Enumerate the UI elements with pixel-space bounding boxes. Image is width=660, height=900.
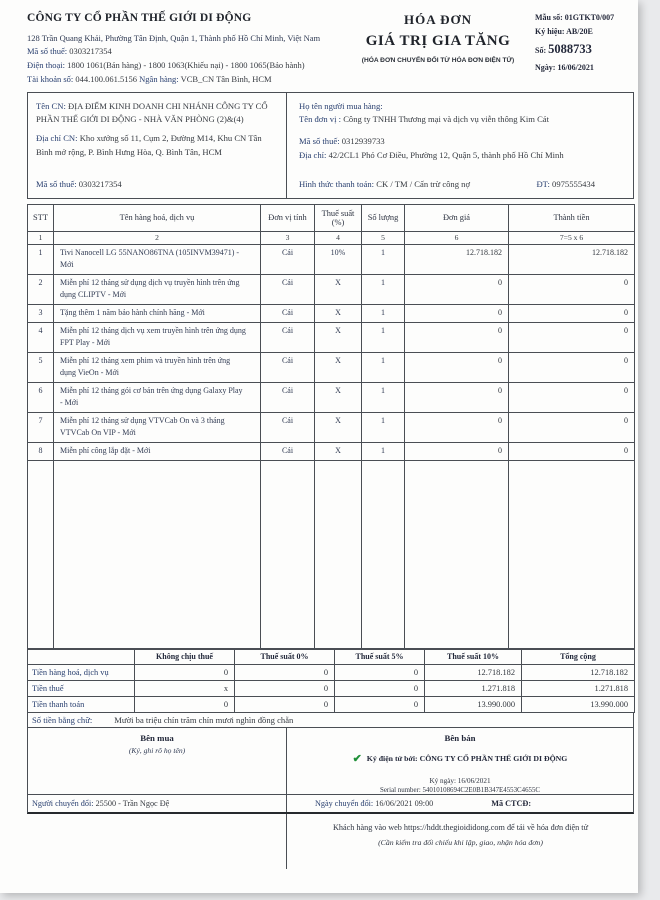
summary-row-tax bbox=[28, 680, 635, 696]
seller-tax-code: 0303217354 bbox=[69, 46, 112, 57]
summary-header-blank bbox=[28, 649, 135, 664]
item-amount: 0 bbox=[509, 322, 635, 352]
meta-form-line bbox=[535, 11, 634, 25]
seller-company-name: CÔNG TY CỔ PHẦN THẾ GIỚI DI ĐỘNG bbox=[27, 12, 252, 24]
seller-account-line bbox=[27, 73, 349, 87]
item-unit: Cái bbox=[261, 322, 315, 352]
item-name: Miễn phí 12 tháng sử dụng VTVCab On và 3 tháng VTVCab On VIP - Mới bbox=[54, 412, 261, 442]
branch-tax-code: 0303217354 bbox=[78, 179, 122, 190]
seller-bank-label: Ngân hàng: bbox=[139, 73, 179, 84]
item-qty: 1 bbox=[362, 304, 405, 322]
seller-block bbox=[27, 9, 349, 87]
col-header-qty: Số lượng bbox=[362, 204, 405, 231]
buyer-sign-title: Bên mua bbox=[140, 732, 174, 743]
seller-signature-area bbox=[287, 728, 633, 795]
esign-line bbox=[315, 751, 605, 769]
item-tax: X bbox=[315, 412, 362, 442]
meta-symbol-line bbox=[535, 25, 634, 39]
item-price: 12.718.182 bbox=[405, 244, 509, 274]
col-header-price: Đơn giá bbox=[405, 204, 509, 231]
item-price: 0 bbox=[405, 412, 509, 442]
buyer-person-label: Họ tên người mua hàng: bbox=[299, 100, 383, 111]
item-price: 0 bbox=[405, 304, 509, 322]
buyer-address: 42/2CL1 Phó Cơ Điều, Phường 12, Quận 5, thành phố Hồ Chí Minh bbox=[328, 149, 564, 160]
summary-label: Tiền thanh toán bbox=[28, 696, 135, 712]
branch-name-label: Tên CN: bbox=[36, 100, 66, 111]
buyer-phone-label: ĐT: bbox=[536, 179, 550, 190]
item-row bbox=[28, 352, 635, 382]
payment-method bbox=[299, 178, 470, 191]
item-name: Miễn phí công lắp đặt - Mới bbox=[54, 442, 261, 460]
summary-notax: x bbox=[135, 680, 235, 696]
items-empty-space bbox=[28, 460, 635, 648]
item-row bbox=[28, 304, 635, 322]
item-unit: Cái bbox=[261, 304, 315, 322]
item-name: Miễn phí 12 tháng sử dụng dịch vụ truyền hình trên ứng dụng CLIPTV - Mới bbox=[54, 274, 261, 304]
check-icon: ✔ bbox=[352, 752, 362, 765]
item-amount: 0 bbox=[509, 304, 635, 322]
form-value: 01GTKT0/007 bbox=[564, 13, 615, 22]
buyer-tax-line bbox=[299, 135, 623, 148]
colnum-7: 7=5 x 6 bbox=[509, 231, 635, 244]
summary-10pct: 1.271.818 bbox=[425, 680, 522, 696]
col-header-amount: Thành tiền bbox=[509, 204, 635, 231]
item-stt: 3 bbox=[28, 304, 54, 322]
summary-row-goods bbox=[28, 664, 635, 680]
branch-address: Kho xưởng số 11, Cụm 2, Đường M14, Khu CN Tân Bình mở rộng, P. Bình Hưng Hòa, Q. Bình Tân, HCM bbox=[36, 133, 262, 157]
item-qty: 1 bbox=[362, 244, 405, 274]
invoice-title: HÓA ĐƠN bbox=[403, 12, 473, 27]
summary-header-row bbox=[28, 649, 635, 664]
item-qty: 1 bbox=[362, 382, 405, 412]
buyer-spacer bbox=[299, 162, 623, 178]
item-tax: X bbox=[315, 304, 362, 322]
footer-web-note: Khách hàng vào web https://hddt.thegioididong.com để tải về hóa đơn điện tử bbox=[332, 823, 589, 833]
branch-info bbox=[28, 93, 287, 198]
item-row bbox=[28, 244, 635, 274]
buyer-company: Công ty TNHH Thương mại và dịch vụ viễn thông Kim Cát bbox=[343, 114, 549, 124]
seller-account-label: Tài khoản số: bbox=[27, 73, 74, 84]
item-tax: X bbox=[315, 322, 362, 352]
summary-10pct: 13.990.000 bbox=[425, 696, 522, 712]
amount-words-value: Mười ba triệu chín trăm chín mươi nghìn đồng chẵn bbox=[114, 714, 294, 725]
buyer-company-line bbox=[299, 113, 623, 126]
buyer-tax-label: Mã số thuế: bbox=[299, 136, 340, 147]
col-header-unit: Đơn vị tính bbox=[261, 204, 315, 231]
date-value: 16/06/2021 bbox=[557, 62, 594, 72]
summary-label: Tiền hàng hoá, dịch vụ bbox=[28, 664, 135, 680]
item-name: Miễn phí 12 tháng xem phim và truyền hình trên ứng dụng VieOn - Mới bbox=[54, 352, 261, 382]
item-price: 0 bbox=[405, 274, 509, 304]
branch-address-line bbox=[36, 132, 276, 159]
item-amount: 0 bbox=[509, 352, 635, 382]
summary-0pct: 0 bbox=[235, 696, 335, 712]
buyer-phone-wrap bbox=[536, 178, 595, 191]
item-unit: Cái bbox=[261, 382, 315, 412]
item-amount: 0 bbox=[509, 412, 635, 442]
meta-number-line bbox=[535, 39, 634, 61]
buyer-person-line bbox=[299, 100, 623, 113]
summary-total: 13.990.000 bbox=[522, 696, 635, 712]
item-price: 0 bbox=[405, 352, 509, 382]
sign-date-label: Ký ngày: bbox=[429, 777, 456, 786]
esign-label: Ký điện tử bởi: bbox=[366, 753, 418, 763]
summary-label: Tiền thuế bbox=[28, 680, 135, 696]
branch-tax-line bbox=[36, 178, 276, 191]
payment-line bbox=[299, 178, 623, 191]
convert-date-wrap bbox=[287, 799, 433, 808]
item-amount: 0 bbox=[509, 442, 635, 460]
item-stt: 8 bbox=[28, 442, 54, 460]
seller-tax-label: Mã số thuế: bbox=[27, 46, 68, 57]
esign-company: CÔNG TY CỔ PHẦN THẾ GIỚI DI ĐỘNG bbox=[419, 753, 568, 763]
invoice-meta-block bbox=[527, 9, 634, 87]
items-table bbox=[27, 204, 635, 649]
party-info-box bbox=[27, 92, 634, 199]
branch-name-line bbox=[36, 100, 276, 127]
colnum-6: 6 bbox=[405, 231, 509, 244]
convert-date-value: 16/06/2021 09:00 bbox=[375, 799, 434, 809]
item-tax: 10% bbox=[315, 244, 362, 274]
buyer-info bbox=[287, 93, 633, 198]
item-row bbox=[28, 412, 635, 442]
item-name: Tivi Nanocell LG 55NANO86TNA (105INVM39471) - Mới bbox=[54, 244, 261, 274]
seller-bank: VCB_CN Tân Bình, HCM bbox=[180, 73, 272, 84]
col-header-tax: Thuế suất (%) bbox=[315, 204, 362, 231]
summary-5pct: 0 bbox=[335, 664, 425, 680]
serial-line bbox=[287, 787, 633, 794]
buyer-address-label: Địa chỉ: bbox=[299, 149, 327, 160]
item-unit: Cái bbox=[261, 274, 315, 304]
item-name: Miễn phí 12 tháng gói cơ bản trên ứng dụng Galaxy Play - Mới bbox=[54, 382, 261, 412]
seller-address: 128 Trần Quang Khải, Phường Tân Định, Quận 1, Thành phố Hồ Chí Minh, Việt Nam bbox=[27, 32, 321, 43]
buyer-address-line bbox=[299, 149, 623, 162]
item-amount: 0 bbox=[509, 274, 635, 304]
buyer-tax-code: 0312939733 bbox=[341, 136, 385, 147]
symbol-label: Ký hiệu: bbox=[535, 27, 565, 36]
items-header-row bbox=[28, 204, 635, 231]
summary-header-total: Tổng cộng bbox=[522, 649, 635, 664]
item-stt: 1 bbox=[28, 244, 54, 274]
meta-date-line bbox=[535, 61, 634, 75]
summary-10pct: 12.718.182 bbox=[425, 664, 522, 680]
col-header-name: Tên hàng hoá, dịch vụ bbox=[54, 204, 261, 231]
item-qty: 1 bbox=[362, 412, 405, 442]
buyer-phone: 0975555434 bbox=[552, 179, 595, 190]
summary-0pct: 0 bbox=[235, 680, 335, 696]
date-label: Ngày: bbox=[535, 62, 556, 72]
payment-label: Hình thức thanh toán: bbox=[299, 179, 375, 190]
item-price: 0 bbox=[405, 442, 509, 460]
sign-date-value: 16/06/2021 bbox=[457, 777, 491, 786]
item-row bbox=[28, 442, 635, 460]
col-header-stt: STT bbox=[28, 204, 54, 231]
buyer-sign-note: (Ký, ghi rõ họ tên) bbox=[128, 745, 186, 755]
colnum-5: 5 bbox=[362, 231, 405, 244]
summary-header-5pct: Thuế suất 5% bbox=[335, 649, 425, 664]
seller-phone-label: Điện thoại: bbox=[27, 60, 66, 71]
item-tax: X bbox=[315, 442, 362, 460]
ctcd-label: Mã CTCĐ: bbox=[491, 799, 532, 809]
item-unit: Cái bbox=[261, 442, 315, 460]
colnum-3: 3 bbox=[261, 231, 315, 244]
buyer-signature-area bbox=[28, 728, 287, 795]
form-label: Mẫu số: bbox=[535, 13, 563, 22]
summary-total: 12.718.182 bbox=[522, 664, 635, 680]
item-amount: 12.718.182 bbox=[509, 244, 635, 274]
payment-value: CK / TM / Cấn trừ công nợ bbox=[376, 179, 471, 190]
item-name: Tặng thêm 1 năm bảo hành chính hãng - Mới bbox=[54, 304, 261, 322]
seller-tax-line bbox=[27, 45, 349, 59]
summary-5pct: 0 bbox=[335, 680, 425, 696]
branch-name: ĐỊA ĐIỂM KINH DOANH CHI NHÁNH CÔNG TY CỔ PHẦN THẾ GIỚI DI ĐỘNG - NHÀ VĂN PHÒNG (2)&(4) bbox=[36, 100, 268, 124]
summary-notax: 0 bbox=[135, 696, 235, 712]
item-row bbox=[28, 382, 635, 412]
invoice-subtitle: GIÁ TRỊ GIA TĂNG bbox=[365, 33, 511, 49]
invoice-title-block bbox=[349, 9, 527, 87]
summary-0pct: 0 bbox=[235, 664, 335, 680]
item-qty: 1 bbox=[362, 274, 405, 304]
seller-sign-title: Bên bán bbox=[444, 732, 476, 743]
converter-cell bbox=[28, 794, 287, 812]
amount-in-words-row bbox=[27, 713, 634, 728]
number-label: Số: bbox=[535, 46, 547, 55]
colnum-4: 4 bbox=[315, 231, 362, 244]
tax-summary-table bbox=[27, 649, 635, 713]
item-qty: 1 bbox=[362, 322, 405, 352]
item-row bbox=[28, 322, 635, 352]
symbol-value: AB/20E bbox=[566, 27, 593, 36]
summary-5pct: 0 bbox=[335, 696, 425, 712]
sign-date-line bbox=[287, 777, 633, 785]
item-stt: 5 bbox=[28, 352, 54, 382]
colnum-1: 1 bbox=[28, 231, 54, 244]
colnum-2: 2 bbox=[54, 231, 261, 244]
invoice-conversion-note: (HÓA ĐƠN CHUYỂN ĐỔI TỪ HÓA ĐƠN ĐIỆN TỬ) bbox=[361, 57, 515, 64]
branch-spacer bbox=[36, 159, 276, 178]
footer-left-blank bbox=[27, 814, 286, 869]
convert-date-cell bbox=[287, 794, 633, 812]
footer-check-note: (Cần kiểm tra đối chiếu khi lập, giao, nhận hóa đơn) bbox=[378, 838, 543, 848]
item-tax: X bbox=[315, 352, 362, 382]
branch-address-label: Địa chỉ CN: bbox=[36, 133, 78, 144]
amount-words-label: Số tiền bằng chữ: bbox=[32, 714, 93, 725]
converter-label: Người chuyển đổi: bbox=[32, 799, 94, 809]
item-qty: 1 bbox=[362, 352, 405, 382]
converter-value: 25500 - Trần Ngọc Đệ bbox=[95, 799, 170, 809]
item-qty: 1 bbox=[362, 442, 405, 460]
item-amount: 0 bbox=[509, 382, 635, 412]
item-price: 0 bbox=[405, 382, 509, 412]
serial-label: Serial number: bbox=[379, 787, 421, 795]
item-stt: 7 bbox=[28, 412, 54, 442]
convert-date-label: Ngày chuyển đổi: bbox=[315, 799, 374, 809]
item-stt: 2 bbox=[28, 274, 54, 304]
summary-row-payment bbox=[28, 696, 635, 712]
signature-section bbox=[27, 728, 634, 815]
seller-account: 044.100.061.5156 bbox=[75, 73, 138, 84]
summary-total: 1.271.818 bbox=[522, 680, 635, 696]
seller-phone: 1800 1061(Bán hàng) - 1800 1063(Khiếu nại) - 1800 1065(Bảo hành) bbox=[67, 60, 305, 71]
item-stt: 4 bbox=[28, 322, 54, 352]
item-row bbox=[28, 274, 635, 304]
item-price: 0 bbox=[405, 322, 509, 352]
summary-notax: 0 bbox=[135, 664, 235, 680]
summary-header-0pct: Thuế suất 0% bbox=[235, 649, 335, 664]
buyer-company-label: Tên đơn vị : bbox=[299, 114, 342, 124]
seller-phone-line bbox=[27, 59, 349, 73]
item-tax: X bbox=[315, 382, 362, 412]
item-unit: Cái bbox=[261, 244, 315, 274]
branch-tax-label: Mã số thuế: bbox=[36, 179, 77, 190]
invoice-header bbox=[27, 9, 634, 87]
summary-header-notax: Không chịu thuế bbox=[135, 649, 235, 664]
item-stt: 6 bbox=[28, 382, 54, 412]
invoice-number: 5088733 bbox=[548, 42, 592, 56]
items-colnum-row bbox=[28, 231, 635, 244]
item-unit: Cái bbox=[261, 352, 315, 382]
item-unit: Cái bbox=[261, 412, 315, 442]
item-name: Miễn phí 12 tháng dịch vụ xem truyền hình trên ứng dụng FPT Play - Mới bbox=[54, 322, 261, 352]
serial-value: 54010108694C2E0B1B347E4553C4655C bbox=[422, 787, 541, 795]
summary-header-10pct: Thuế suất 10% bbox=[425, 649, 522, 664]
footer-section bbox=[27, 814, 634, 869]
footer-notes bbox=[286, 814, 634, 869]
item-tax: X bbox=[315, 274, 362, 304]
